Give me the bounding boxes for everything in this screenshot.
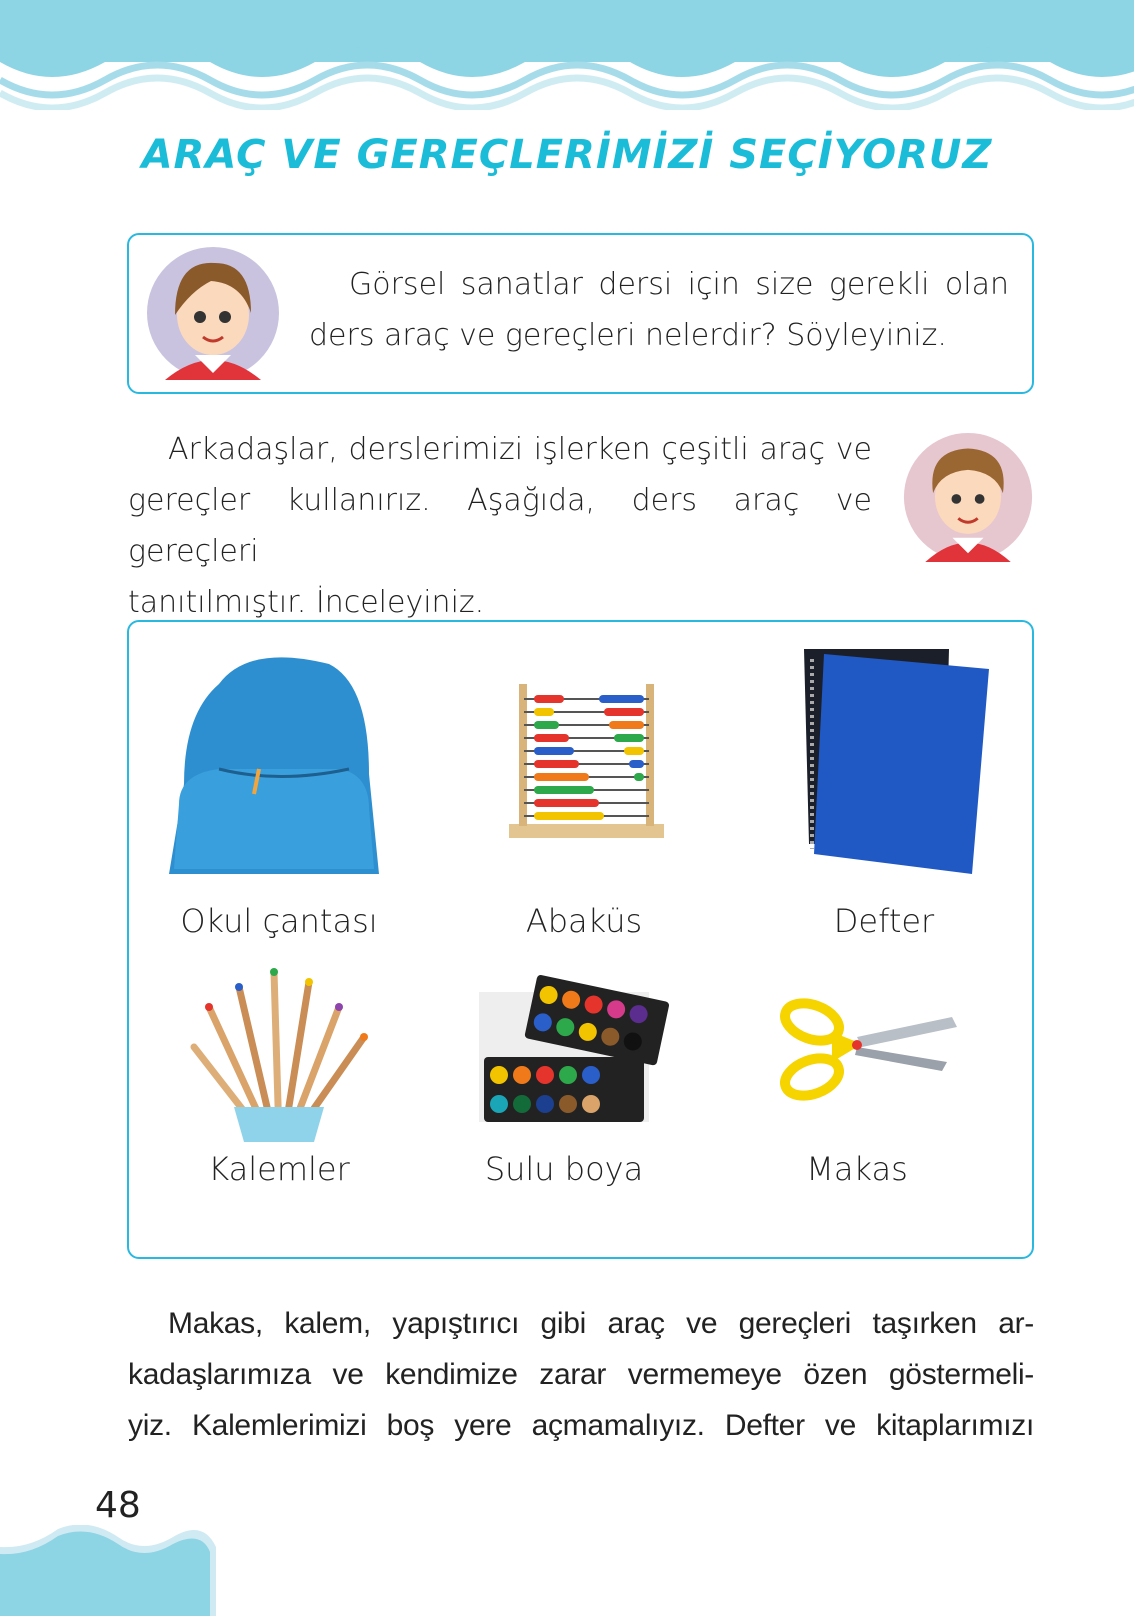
tool-label: Kalemler <box>208 1150 350 1188</box>
header-wave <box>0 0 1134 110</box>
page-title: ARAÇ VE GEREÇLERİMİZİ SEÇİYORUZ <box>141 132 993 178</box>
tool-label: Abaküs <box>525 902 643 940</box>
intro-line: Arkadaşlar, derslerimizi işlerken çeşitli araç ve <box>168 432 872 467</box>
closing-line: Makas, kalem, yapıştırıcı gibi araç ve gereçleri taşırken ar- <box>168 1307 1034 1340</box>
watercolor-icon <box>444 967 684 1142</box>
question-line: Görsel sanatlar dersi için size gerekli olan <box>349 267 1009 302</box>
tool-label: Okul çantası <box>180 902 378 940</box>
tool-item-backpack <box>129 644 429 940</box>
question-line: ders araç ve gereçleri nelerdir? Söyleyiniz. <box>309 318 947 353</box>
tools-box <box>127 620 1034 1259</box>
question-box <box>127 233 1034 394</box>
notebook-icon <box>764 644 1004 894</box>
intro-paragraph <box>128 424 872 628</box>
tool-item-abacus <box>434 644 734 940</box>
question-text <box>309 259 1009 361</box>
tool-label: Sulu boya <box>484 1150 644 1188</box>
tool-item-scissors <box>707 967 1007 1188</box>
tool-item-pencils <box>129 967 429 1188</box>
closing-line: kadaşlarımıza ve kendimize zarar vermemeye özen göstermeli- <box>128 1358 1034 1391</box>
closing-line: yiz. Kalemlerimizi boş yere açmamalıyız. Defter ve kitaplarımızı <box>128 1409 1034 1442</box>
closing-paragraph <box>128 1298 1034 1451</box>
footer-wave <box>0 1525 216 1616</box>
intro-line: gereçler kullanırız. Aşağıda, ders araç ve gereçleri <box>128 483 872 569</box>
tool-item-watercolor <box>414 967 714 1188</box>
girl-avatar <box>145 245 281 381</box>
tool-item-notebook <box>734 644 1034 940</box>
abacus-icon <box>464 644 704 894</box>
tool-label: Makas <box>806 1150 908 1188</box>
pencils-icon <box>159 967 399 1142</box>
page-number: 48 <box>95 1485 141 1526</box>
backpack-icon <box>159 644 399 894</box>
boy-avatar <box>902 430 1034 564</box>
tool-label: Defter <box>833 902 935 940</box>
intro-line: tanıtılmıştır. İnceleyiniz. <box>128 585 485 620</box>
scissors-icon <box>737 967 977 1142</box>
